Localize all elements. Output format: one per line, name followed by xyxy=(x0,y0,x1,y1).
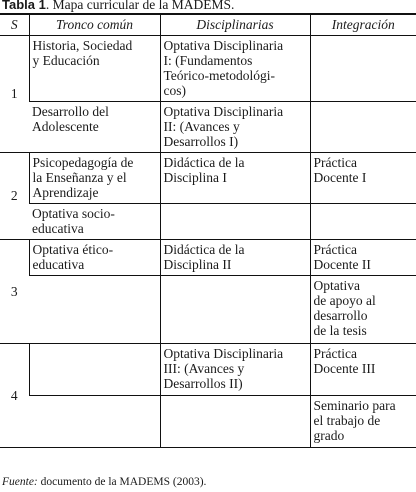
semester-cell: 3 xyxy=(0,240,29,344)
disciplinaria-cell: Optativa Disciplinaria II: (Avances y Desarrollos I) xyxy=(160,102,310,153)
caption-text: . Mapa curricular de la MADEMS. xyxy=(45,0,235,12)
integracion-cell: Práctica Docente I xyxy=(310,153,416,204)
tronco-cell: Optativa ético- educativa xyxy=(29,240,160,276)
integracion-cell xyxy=(310,102,416,153)
tronco-cell: Optativa socio- educativa xyxy=(29,204,160,240)
header-tronco-comun: Tronco común xyxy=(29,15,160,36)
table-row xyxy=(0,240,416,276)
semester-cell: 4 xyxy=(0,344,29,448)
integracion-cell: Optativa de apoyo al desarrollo de la tesis xyxy=(310,276,416,344)
disciplinaria-cell: Optativa Disciplinaria III: (Avances y Desarrollos II) xyxy=(160,344,310,396)
table-source-note xyxy=(2,476,206,488)
tronco-cell xyxy=(29,396,160,448)
integracion-cell: Seminario para el trabajo de grado xyxy=(310,396,416,448)
disciplinaria-cell xyxy=(160,276,310,344)
tronco-cell xyxy=(29,344,160,396)
disciplinaria-cell: Didáctica de la Disciplina I xyxy=(160,153,310,204)
disciplinaria-cell: Optativa Disciplinaria I: (Fundamentos Teórico-metodológi- cos) xyxy=(160,36,310,102)
disciplinaria-cell xyxy=(160,204,310,240)
table-row xyxy=(0,36,416,102)
header-semester: S xyxy=(0,15,29,36)
source-text: documento de la MADEMS (2003). xyxy=(37,476,207,488)
source-label: Fuente: xyxy=(2,476,38,488)
table-caption xyxy=(2,0,234,13)
tronco-cell xyxy=(29,276,160,344)
tronco-cell: Desarrollo del Adolescente xyxy=(29,102,160,153)
caption-label: Tabla 1 xyxy=(2,0,46,12)
semester-cell: 2 xyxy=(0,153,29,240)
table-row xyxy=(0,102,416,153)
header-disciplinarias: Disciplinarias xyxy=(160,15,310,36)
integracion-cell: Práctica Docente II xyxy=(310,240,416,276)
integracion-cell xyxy=(310,204,416,240)
header-row xyxy=(0,15,416,36)
disciplinaria-cell: Didáctica de la Disciplina II xyxy=(160,240,310,276)
table-row xyxy=(0,276,416,344)
integracion-cell xyxy=(310,36,416,102)
table-row xyxy=(0,153,416,204)
disciplinaria-cell xyxy=(160,396,310,448)
tronco-cell: Psicopedagogía de la Enseñanza y el Aprendizaje xyxy=(29,153,160,204)
table-row xyxy=(0,204,416,240)
tronco-cell: Historia, Sociedad y Educación xyxy=(29,36,160,102)
curriculum-table xyxy=(0,15,416,448)
table-row xyxy=(0,344,416,396)
header-integracion: Integración xyxy=(310,15,416,36)
integracion-cell: Práctica Docente III xyxy=(310,344,416,396)
table-row xyxy=(0,396,416,448)
semester-cell: 1 xyxy=(0,36,29,153)
